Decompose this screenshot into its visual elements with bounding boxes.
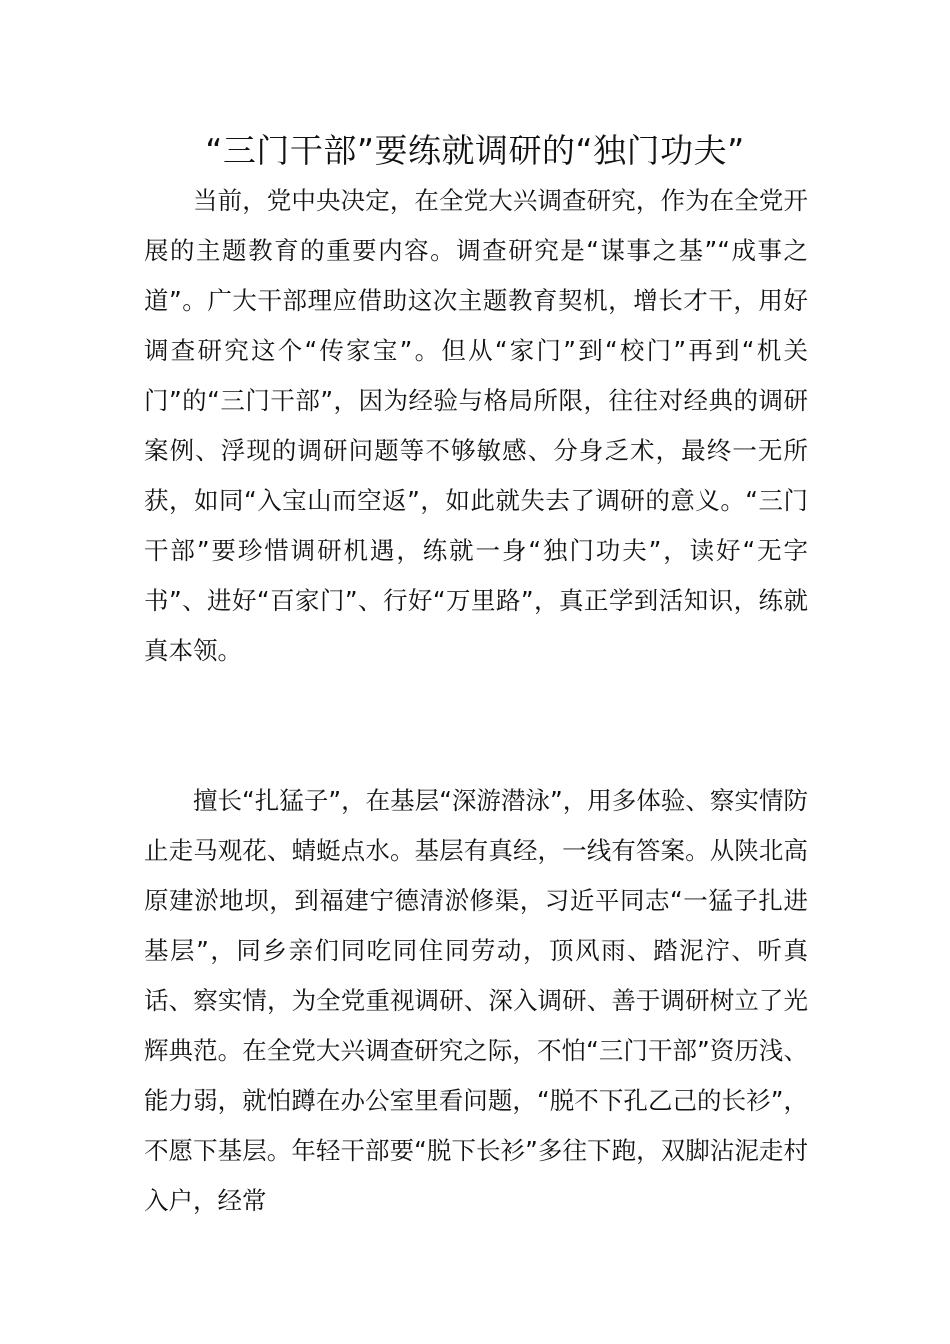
paragraph-block-2 — [144, 776, 808, 1226]
document-title: “三门干部”要练就调研的“独门功夫” — [205, 131, 745, 170]
paragraph-block-1 — [144, 176, 808, 676]
paragraph: 擅长“扎猛子”，在基层“深游潜泳”，用多体验、察实情防止走马观花、蜻蜓点水。基层有真经，一线有答案。从陕北高原建淤地坝，到福建宁德清淤修渠，习近平同志“一猛子扎进基层”，同乡亲们同吃同住同劳动，顶风雨、踏泥泞、听真话、察实情，为全党重视调研、深入调研、善于调研树立了光辉典范。在全党大兴调查研究之际，不怕“三门干部”资历浅、能力弱，就怕蹲在办公室里看问题，“脱不下孔乙己的长衫”，不愿下基层。年轻干部要“脱下长衫”多往下跑，双脚沾泥走村入户，经常 — [144, 786, 808, 1215]
paragraph: 当前，党中央决定，在全党大兴调查研究，作为在全党开展的主题教育的重要内容。调查研究是“谋事之基”“成事之道”。广大干部理应借助这次主题教育契机，增长才干，用好调查研究这个“传家宝”。但从“家门”到“校门”再到“机关门”的“三门干部”，因为经验与格局所限，往往对经典的调研案例、浮现的调研问题等不够敏感、分身乏术，最终一无所获，如同“入宝山而空返”，如此就失去了调研的意义。“三门干部”要珍惜调研机遇，练就一身“独门功夫”，读好“无字书”、进好“百家门”、行好“万里路”，真正学到活知识，练就真本领。 — [144, 186, 808, 665]
